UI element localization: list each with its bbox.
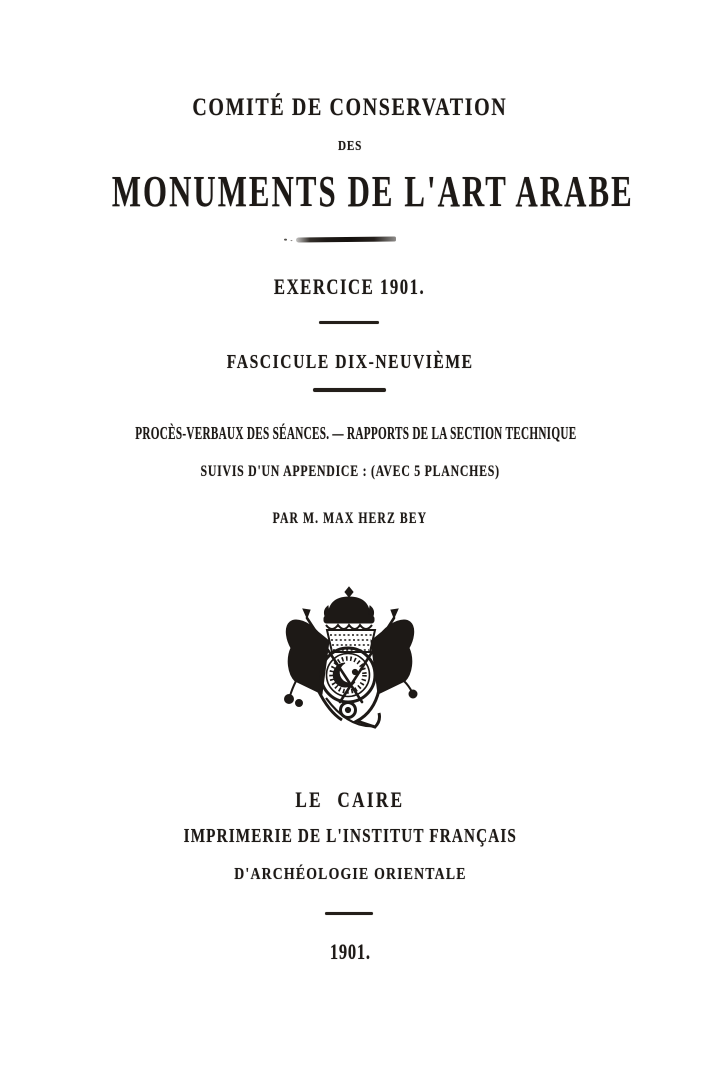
coat-of-arms-icon	[282, 586, 420, 731]
page-title	[0, 167, 700, 216]
contents-line-text: PROCÈS-VERBAUX DES SÉANCES. — RAPPORTS DE LA SECTION TECHNIQUE	[135, 423, 577, 443]
year-line-text: 1901.	[329, 939, 371, 964]
author-line	[0, 511, 700, 527]
appendix-line	[0, 464, 700, 480]
appendix-line-text: SUIVIS D'UN APPENDICE : (AVEC 5 PLANCHES)	[200, 463, 500, 480]
committee-line	[0, 95, 700, 120]
printer-line-1-text: IMPRIMERIE DE L'INSTITUT FRANÇAIS	[183, 825, 517, 847]
des-line-text: DES	[337, 139, 363, 154]
contents-line	[0, 424, 700, 442]
des-line	[0, 140, 700, 154]
page-title-text: MONUMENTS DE L'ART ARABE	[111, 167, 634, 216]
year-line	[0, 941, 700, 963]
exercice-line	[0, 276, 700, 298]
printer-line-2	[0, 865, 700, 882]
city-line	[0, 789, 700, 811]
printer-line-1	[0, 826, 700, 846]
author-line-text: PAR M. MAX HERZ BEY	[272, 510, 428, 527]
committee-line-text: COMITÉ DE CONSERVATION	[192, 94, 508, 121]
fascicule-line	[0, 352, 700, 372]
city-line-text: LE CAIRE	[295, 787, 405, 812]
printer-line-2-text: D'ARCHÉOLOGIE ORIENTALE	[233, 864, 467, 883]
smudged-divider-rule	[296, 236, 396, 242]
exercice-line-text: EXERCICE 1901.	[274, 274, 426, 299]
divider-rule	[319, 321, 379, 324]
divider-rule	[313, 388, 386, 392]
divider-rule	[325, 912, 373, 915]
fascicule-line-text: FASCICULE DIX-NEUVIÈME	[226, 351, 474, 373]
coat-of-arms-emblem	[282, 586, 420, 731]
